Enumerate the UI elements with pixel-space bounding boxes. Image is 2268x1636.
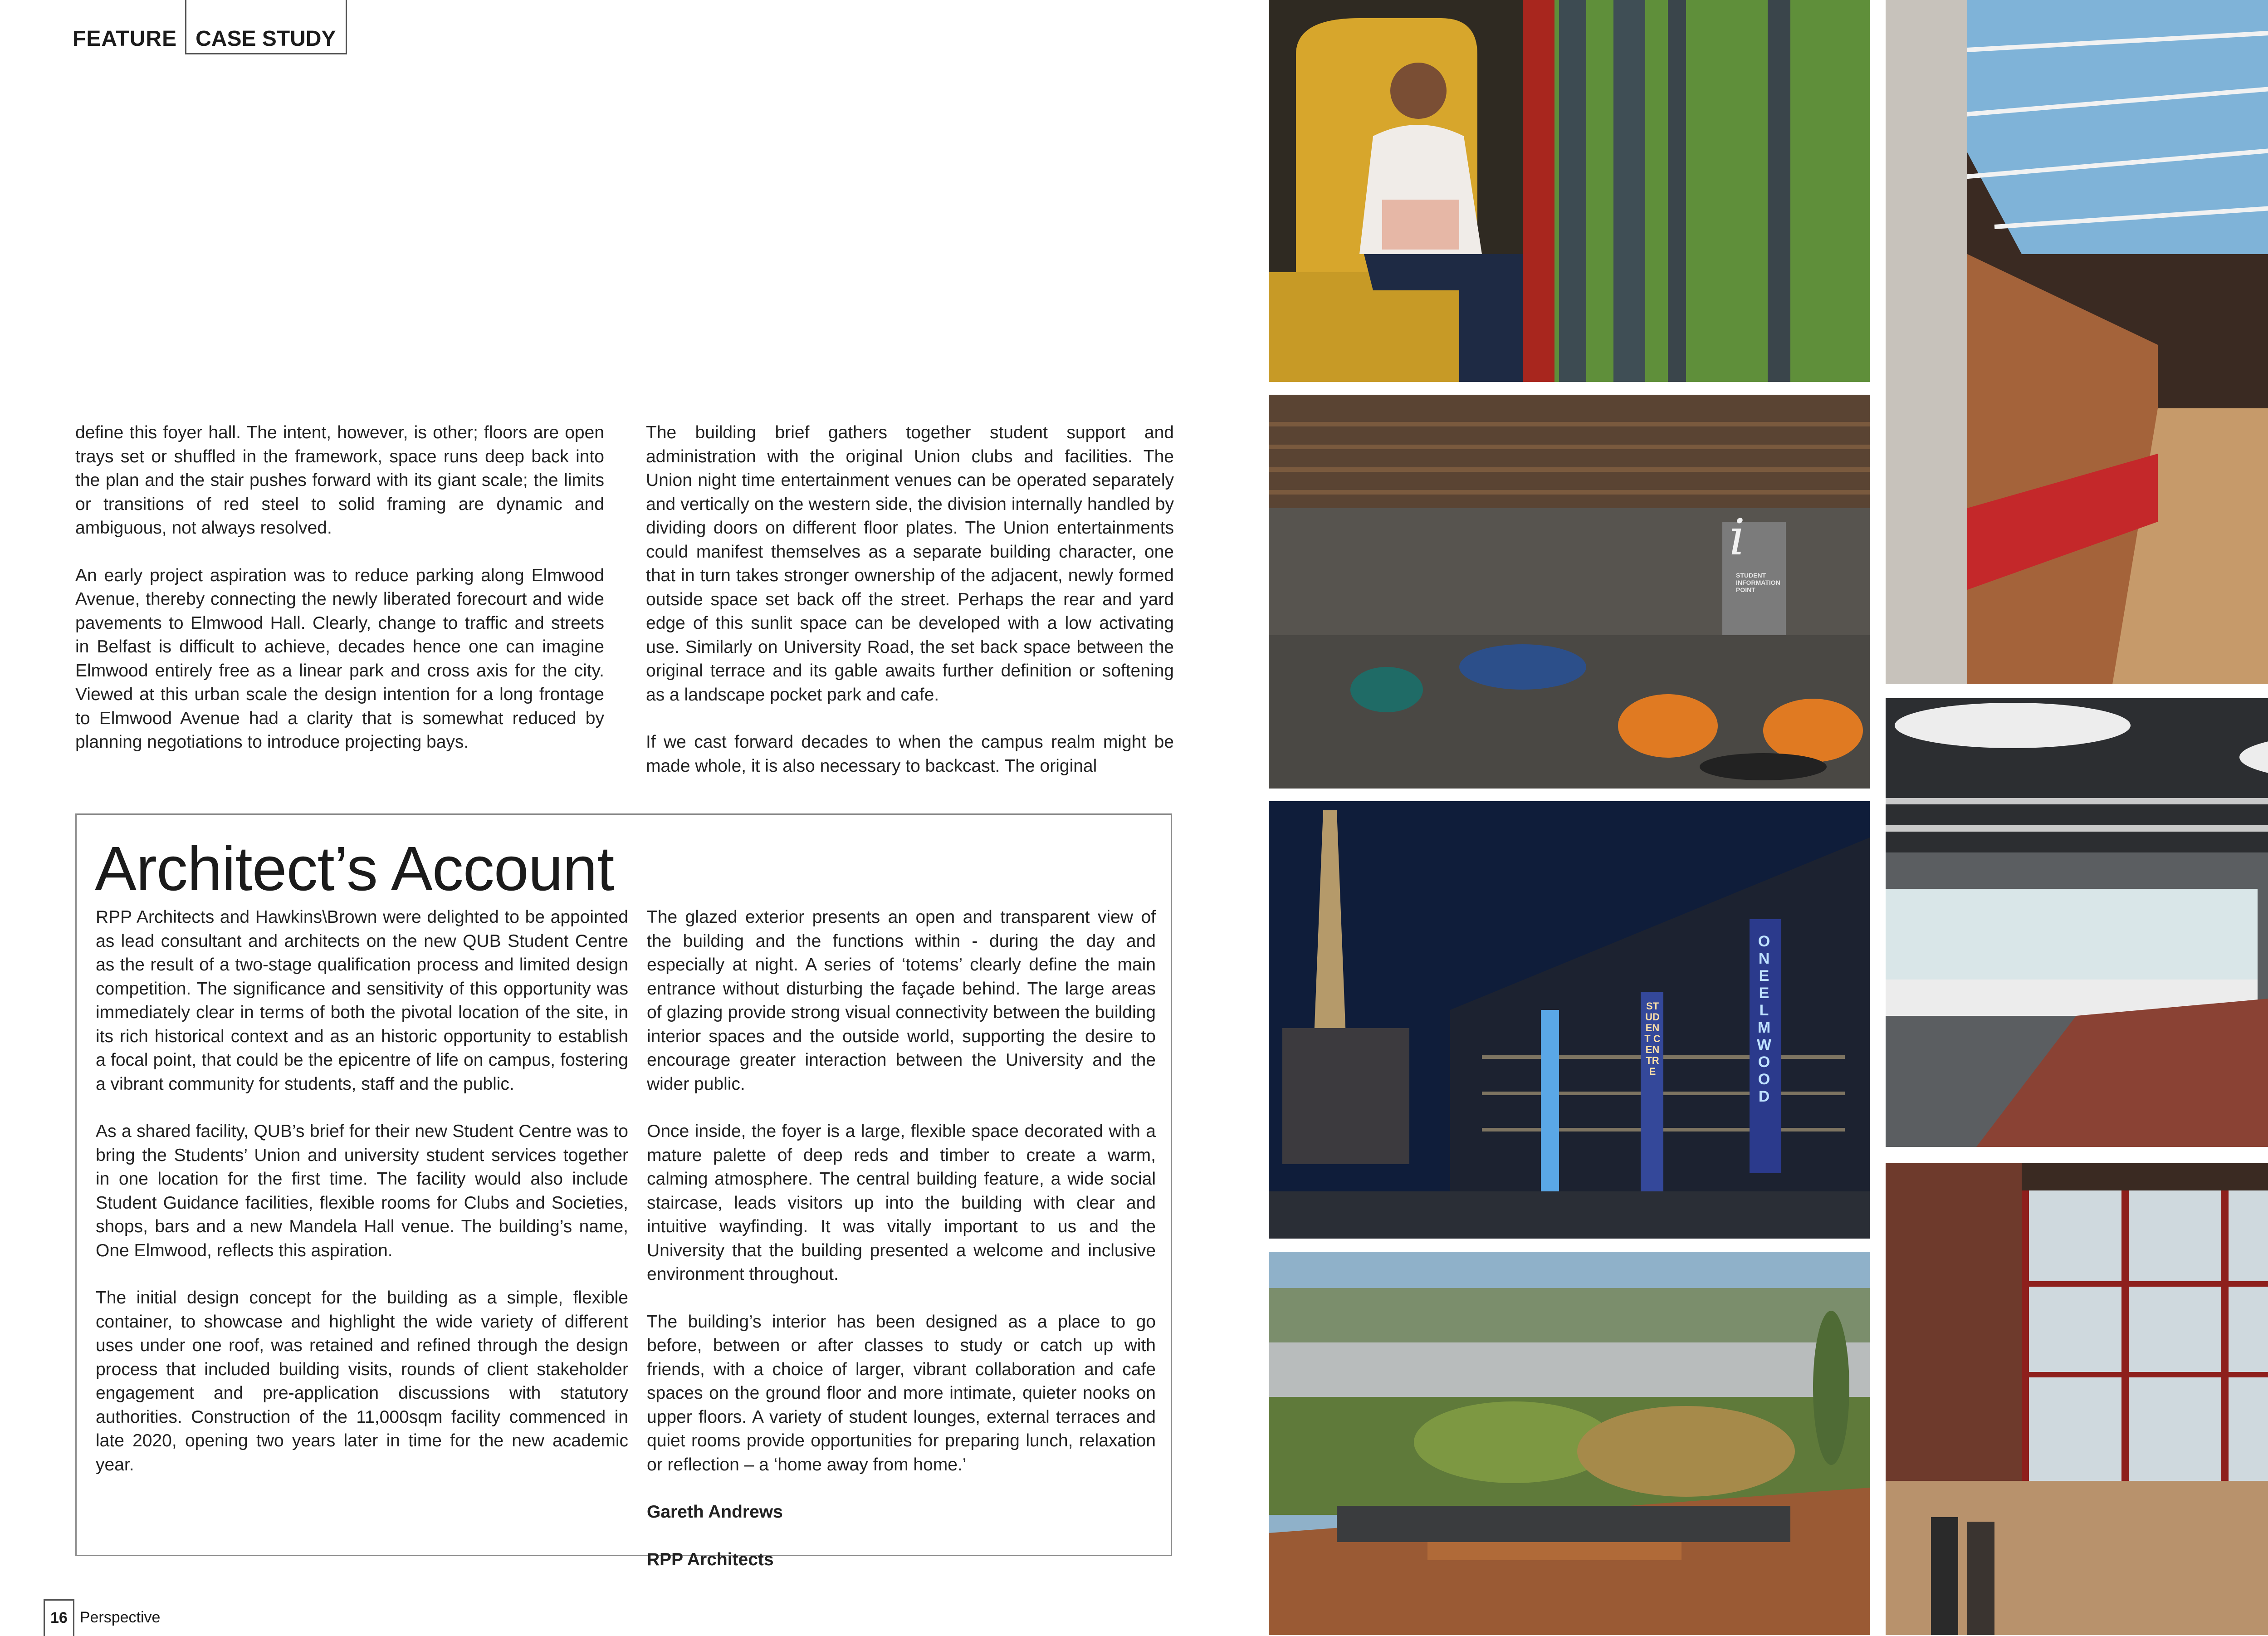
body-column-1: [75, 421, 604, 778]
photo-study-space: [1886, 698, 2268, 1147]
publication-name: Perspective: [79, 1608, 161, 1626]
paragraph: The building brief gathers together student support and administration with the original Union clubs and facilities. The Union night time entertainment venues can be operated separately and vertically on the western side, the division internally handled by dividing doors on different floor plates. The Union entertainments could manifest themselves as a separate building character, one that in turn takes stronger ownership of the adjacent, newly formed outside space set back off the street. Perhaps the rear and yard edge of this sunlit space can be developed with a low activating use. Similarly on University Road, the set back space between the original terrace and its gable awaits further definition or softening as a landscape pocket park and cafe.: [646, 423, 1174, 705]
paragraph: An early project aspiration was to reduce parking along Elmwood Avenue, thereby connecting the newly liberated forecourt and wide pavements to Elmwood Hall. Clearly, change to traffic and streets in Belfast is difficult to achieve, decades hence one can imagine Elmwood entirely free as a linear park and cross axis for the city. Viewed at this urban scale the design intention for a long frontage to Elmwood Avenue had a clarity that is somewhat reduced by planning negotiations to introduce projecting bays.: [75, 565, 604, 752]
account-column-1: [96, 906, 628, 1500]
category-label: CASE STUDY: [185, 0, 347, 54]
author-name: Gareth Andrews: [647, 1502, 783, 1522]
paragraph: The initial design concept for the building as a simple, flexible container, to showcase and highlight the wide variety of different uses under one roof, was retained and refined through the design process that included building visits, rounds of client stakeholder engagement and pre-application discussions with statutory authorities. Construction of the 11,000sqm facility commenced in late 2020, opening two years later in time for the new academic year.: [96, 1288, 628, 1474]
section-tag: [0, 0, 347, 54]
photo-foyer-glazing: [1886, 1163, 2268, 1635]
architects-account-box: [75, 813, 1172, 1569]
account-title: Architect’s Account: [95, 834, 614, 904]
photo-roof-terrace: [1269, 1252, 1870, 1635]
photo-night-exterior: [1269, 801, 1870, 1239]
info-point-label: STUDENT INFORMATION POINT: [1736, 572, 1780, 593]
photo-atrium-staircase: [1886, 0, 2268, 684]
author-firm: RPP Architects: [647, 1549, 774, 1569]
totem-label-student-centre: STUDENT CENTRE: [1644, 1000, 1661, 1077]
info-point-icon: i: [1729, 508, 1745, 566]
paragraph: The glazed exterior presents an open and transparent view of the building and the functions within - during the day and especially at night. A series of ‘totems’ clearly define the main entrance without disturbing the façade behind. The large areas of glazing provide strong visual connectivity between the building interior spaces and the outside world, supporting the desire to encourage greater interaction between the University and the wider public.: [647, 907, 1156, 1094]
body-column-2: [646, 421, 1174, 802]
paragraph: RPP Architects and Hawkins\Brown were delighted to be appointed as lead consultant and architects on the new QUB Student Centre as the result of a two-stage qualification process and limited design competition. The significance and sensitivity of this opportunity was immediately clear in terms of both the pivotal location of the site, in its rich historical context and as an historic opportunity to establish a focal point, that could be the epicentre of life on campus, fostering a vibrant community for students, staff and the public.: [96, 907, 628, 1094]
totem-label-one-elmwood: ONE ELMWOOD: [1756, 933, 1772, 1105]
paragraph: If we cast forward decades to when the campus realm might be made whole, it is also necessary to backcast. The original: [646, 732, 1174, 776]
paragraph: The building’s interior has been designed as a place to go before, between or after classes to study or catch up with friends, with a choice of larger, vibrant collaboration and cafe spaces on the ground floor and more intimate, quieter nooks on upper floors. A variety of student lounges, external terraces and quiet rooms provide opportunities for preparing lunch, relaxation or reflection – a ‘home away from home.’: [647, 1312, 1156, 1474]
paragraph: Once inside, the foyer is a large, flexible space decorated with a mature palette of deep reds and timber to create a warm, calming atmosphere. The central building feature, a wide social staircase, leads visitors up into the building with clear and intuitive wayfinding. It was vitally important to us and the University that the building presented a welcome and inclusive environment throughout.: [647, 1122, 1156, 1284]
account-column-2: [647, 906, 1156, 1595]
photo-student-lounge: [1269, 395, 1870, 789]
photo-student-laptop: [1269, 0, 1870, 382]
paragraph: define this foyer hall. The intent, however, is other; floors are open trays set or shuffled in the framework, space runs deep back into the plan and the stair pushes forward with its giant scale; the limits or transitions of red steel to solid framing are dynamic and ambiguous, not always resolved.: [75, 423, 604, 538]
section-label: FEATURE: [73, 27, 177, 51]
paragraph: As a shared facility, QUB’s brief for their new Student Centre was to bring the Students’ Union and university student services together in one location for the first time. The facility would also include Student Guidance facilities, flexible rooms for Clubs and Societies, shops, bars and a new Mandela Hall venue. The building’s name, One Elmwood, reflects this aspiration.: [96, 1122, 628, 1260]
page-number: 16: [44, 1599, 74, 1636]
page-footer: [44, 1600, 160, 1635]
